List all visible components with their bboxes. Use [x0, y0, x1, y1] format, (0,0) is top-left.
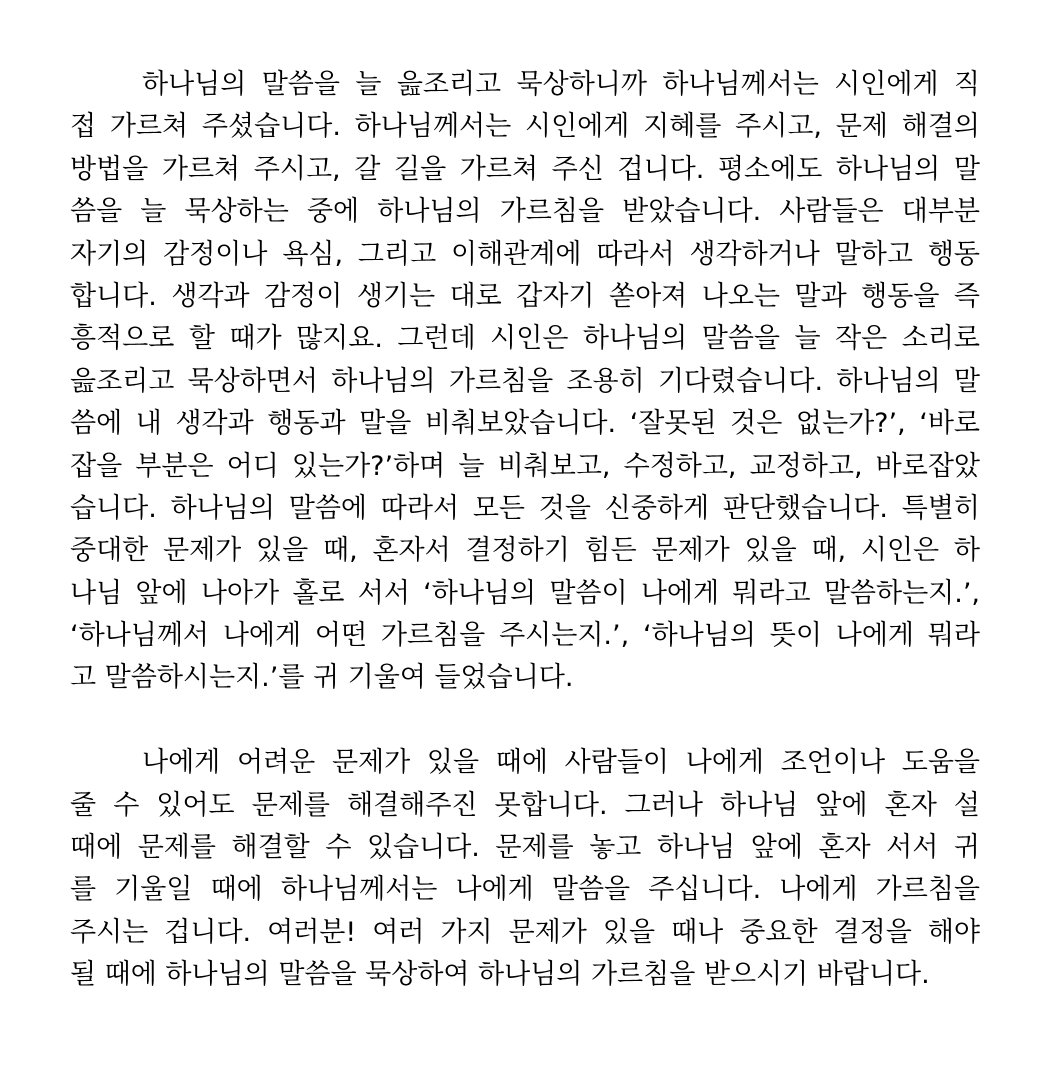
text-line: 중대한 문제가 있을 때, 혼자서 결정하기 힘든 문제가 있을 때, 시인은 하 — [70, 535, 980, 567]
text-line: 합니다. 생각과 감정이 생기는 대로 갑자기 쏟아져 나오는 말과 행동을 즉 — [70, 280, 980, 312]
text-line: 하나님의 말씀을 늘 읊조리고 묵상하니까 하나님께서는 시인에게 직 — [142, 69, 980, 100]
paragraph-spacer — [70, 700, 980, 742]
text-line: 습니다. 하나님의 말씀에 따라서 모든 것을 신중하게 판단했습니다. 특별히 — [70, 492, 980, 524]
text-line: 때에 문제를 해결할 수 있습니다. 문제를 놓고 하나님 앞에 혼자 서서 귀 — [70, 832, 980, 864]
text-line: 씀에 내 생각과 행동과 말을 비춰보았습니다. ‘잘못된 것은 없는가?’, ‘바로 — [70, 408, 980, 440]
text-line: 나에게 어려운 문제가 있을 때에 사람들이 나에게 조언이나 도움을 — [142, 747, 980, 779]
text-line: 자기의 감정이나 욕심, 그리고 이해관계에 따라서 생각하거나 말하고 행동 — [70, 238, 980, 270]
text-line: 흥적으로 할 때가 많지요. 그런데 시인은 하나님의 말씀을 늘 작은 소리로 — [70, 323, 980, 355]
text-line: 를 기울일 때에 하나님께서는 나에게 말씀을 주십니다. 나에게 가르침을 — [70, 874, 980, 906]
text-line: 될 때에 하나님의 말씀을 묵상하여 하나님의 가르침을 받으시기 바랍니다. — [70, 959, 930, 991]
text-line: 방법을 가르쳐 주시고, 갈 길을 가르쳐 주신 겁니다. 평소에도 하나님의 말 — [70, 153, 980, 185]
paragraph-2 — [70, 742, 980, 996]
text-line: 접 가르쳐 주셨습니다. 하나님께서는 시인에게 지혜를 주시고, 문제 해결의 — [70, 111, 980, 143]
text-line: 잡을 부분은 어디 있는가?’하며 늘 비춰보고, 수정하고, 교정하고, 바로잡았 — [70, 450, 980, 482]
text-line: 줄 수 있어도 문제를 해결해주진 못합니다. 그러나 하나님 앞에 혼자 설 — [70, 789, 980, 821]
text-line: 나님 앞에 나아가 홀로 서서 ‘하나님의 말씀이 나에게 뭐라고 말씀하는지.’, — [70, 577, 980, 609]
paragraph-1 — [70, 64, 980, 700]
text-line: 주시는 겁니다. 여러분! 여러 가지 문제가 있을 때나 중요한 결정을 해야 — [70, 916, 980, 948]
text-line: 씀을 늘 묵상하는 중에 하나님의 가르침을 받았습니다. 사람들은 대부분 — [70, 196, 980, 228]
text-line: 읊조리고 묵상하면서 하나님의 가르침을 조용히 기다렸습니다. 하나님의 말 — [70, 365, 980, 397]
text-line: ‘하나님께서 나에게 어떤 가르침을 주시는지.’, ‘하나님의 뜻이 나에게 뭐라 — [70, 620, 980, 652]
text-line: 고 말씀하시는지.’를 귀 기울여 들었습니다. — [70, 662, 574, 694]
document-body — [70, 64, 980, 997]
